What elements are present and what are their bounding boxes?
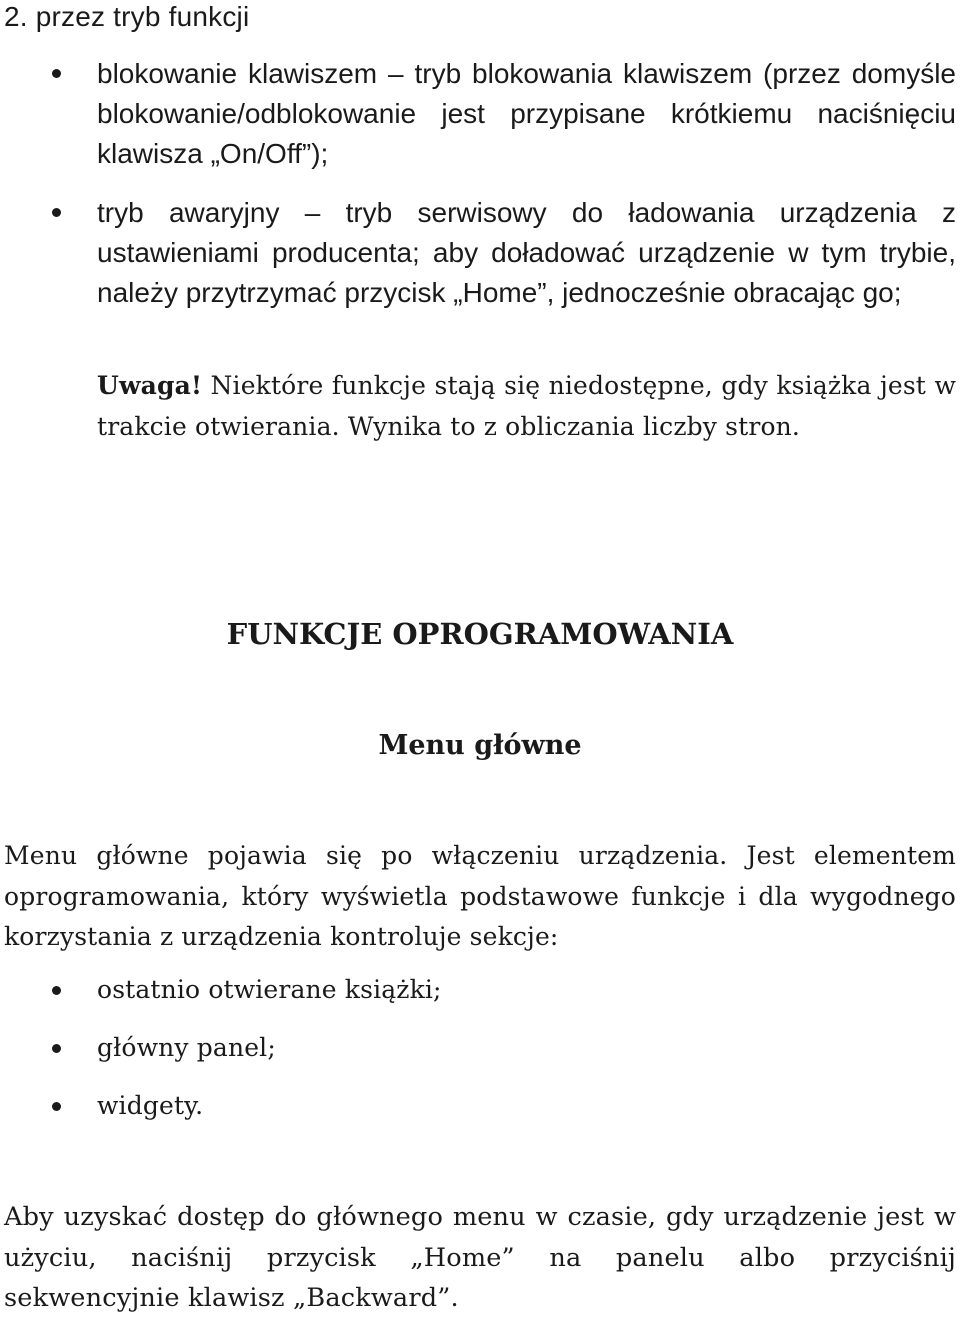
list-item-text: główny panel;	[97, 1033, 276, 1062]
list-item	[0, 54, 960, 174]
list-item-text: ostatnio otwierane książki;	[97, 975, 442, 1004]
list-item-text: tryb awaryjny – tryb serwisowy do ładowania urządzenia z ustawieniami producenta; aby doładować urządzenie w tym trybie, należy przytrzymać przycisk „Home”, jednocześnie obracając go;	[97, 197, 956, 308]
intro-paragraph: Menu główne pojawia się po włączeniu urządzenia. Jest elementem oprogramowania, który wyświetla podstawowe funkcje i dla wygodnego korzystania z urządzenia kontroluje sekcje:	[4, 841, 956, 951]
list-item	[0, 1028, 960, 1086]
list-item	[0, 193, 960, 313]
mode-list	[0, 54, 960, 313]
list-item-text: blokowanie klawiszem – tryb blokowania klawiszem (przez domyśle blokowanie/odblokowanie jest przypisane krótkiemu naciśnięciu klawisza „On/Off”);	[97, 58, 956, 169]
access-paragraph: Aby uzyskać dostęp do głównego menu w czasie, gdy urządzenie jest w użyciu, naciśnij przycisk „Home” na panelu albo przyciśnij sekwencyjnie klawisz „Backward”.	[4, 1202, 956, 1313]
section-title: FUNKCJE OPROGRAMOWANIA	[226, 617, 734, 651]
list-item-text: widgety.	[97, 1091, 204, 1120]
section-list	[0, 970, 960, 1144]
warning-label: Uwaga!	[97, 371, 203, 400]
list-item	[0, 970, 960, 1028]
list-item	[0, 1086, 960, 1144]
warning-note	[97, 366, 956, 447]
bullet-icon	[52, 986, 61, 995]
mode-heading: 2. przez tryb funkcji	[4, 1, 250, 32]
subsection-title: Menu główne	[378, 730, 582, 761]
bullet-icon	[52, 1102, 61, 1111]
warning-text: Niektóre funkcje stają się niedostępne, gdy książka jest w trakcie otwierania. Wynika to z obliczania liczby stron.	[97, 371, 956, 441]
bullet-icon	[52, 1044, 61, 1053]
bullet-icon	[52, 208, 61, 217]
bullet-icon	[52, 69, 61, 78]
